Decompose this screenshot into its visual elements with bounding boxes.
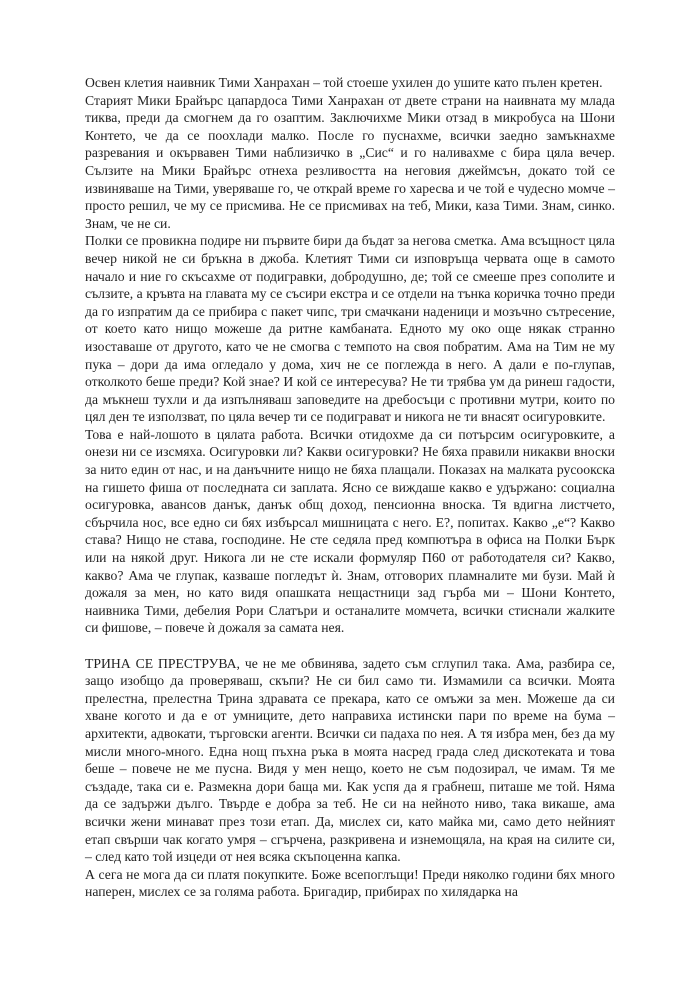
paragraph-insurance-office: Това е най-лошото в цялата работа. Всички отидохме да си потърсим осигуровките, а онези ни се изсмяха. Осигуровки ли? Какви осигуровки? Не бяха правили никакви вноски за нито един от нас, и на данъчните нищо не бяха плащали. Показах на малката русоокска на гишето фиша от последната си заплата. Ясно се виждаше какво е удържано: социална осигуровка, авансов данък, данък общ доход, пенсионна вноска. Тя вдигна листчето, сбърчила нос, все едно си бях избърсал мишницата с него. Е?, попитах. Какво „е“? Какво става? Нищо не става, господине. Не сте седяла пред компютъра в офиса на Полки Бърк или на някой друг. Никога ли не сте искали формуляр П60 от работодателя си? Какво, какво? Ама че глупак, казваше погледът ѝ. Знам, отговорих пламналите ми бузи. Май ѝ дожаля за мен, но като видя опашката нещастници зад гърба ми – Шони Контето, наивника Тими, дебелия Рори Слатъри и останалите момчета, всички стиснали жалките си фишове, – повече ѝ дожаля за самата нея.	[85, 426, 615, 636]
paragraph-timmy-grin: Освен клетия наивник Тими Ханрахан – той стоеше ухилен до ушите като пълен кретен.	[85, 75, 603, 90]
paragraph-cannot-pay: А сега не мога да си платя покупките. Боже всепоглъщи! Преди няколко години бях много наперен, мислех се за голяма работа. Бригадир, прибирах по хилядарка на	[85, 866, 615, 900]
paragraph-micky-brawl: Старият Мики Брайърс цапардоса Тими Ханрахан от двете страни на наивната му млада тиква, преди да смогнем да го озаптим. Заключихме Мики отзад в микробуса на Шони Контето, че да се поохлади малко. После го пуснахме, всички заедно замъкнахме разревания и окървавен Тими наблизичко в „Сис“ и го наливахме с бира цяла вечер. Сълзите на Мики Брайърс отнеха резливостта на неговия джеймсън, докато той се извиняваше на Тими, уверяваше го, че открай време го харесва и че той е чудесно момче – просто решил, че му се присмива. Не се присмивах на теб, Мики, каза Тими. Знам, синко. Знам, че не си.	[85, 92, 615, 231]
document-body	[85, 74, 615, 901]
paragraph-trina: ТРИНА СЕ ПРЕСТРУВА, че не ме обвинява, задето съм сглупил така. Ама, разбира се, защо изобщо да проверяваш, скъпи? Не си бил само ти. Измамили са всички. Моята прелестна, прелестна Трина здравата се прекара, като се омъжи за мен. Можеше да си хване когото и да е от умниците, дето направиха истински пари по време на бума – архитекти, адвокати, търговски агенти. Всички си падаха по нея. А тя избра мен, без да му мисли много-много. Една нощ пъхна ръка в моята насред града след дискотеката и това беше – повече не ме пусна. Видя у мен нещо, което не съм подозирал, че имам. Тя ме създаде, така си е. Размекна дори баща ми. Как успя да я грабнеш, питаше ме той. Няма да се задържи дълго. Твърде е добра за теб. Не си на нейното ниво, така викаше, ама всички жени минават през този етап. Да, мислех си, като майка ми, само дето нейният етап свърши чак когато умря – сгърчена, разкривена и изнемощяла, на края на силите си, – след като той изцеди от нея всяка скъпоценна капка.	[85, 655, 615, 865]
paragraph-polky-drinks: Полки се провикна подире ни първите бири да бъдат за негова сметка. Ама всъщност цяла вечер никой не си бръкна в джоба. Клетият Тими си изповръща червата още в самото начало и ние го скъсахме от подигравки, добродушно, де; той се смееше през сополите и сълзите, а кръвта на главата му се съсири екстра и се отдели на тънка коричка точно преди да го изпратим да се прибира с пакет чипс, три смачкани наденици и мозъчно сътресение, от което като нищо можеше да ритне камбаната. Едното му око още някак странно изоставаше от другото, като че не смогва с темпото на своя побратим. Ама на Тим не му пука – дори да има огледало у дома, хич не се поглежда в него. А дали е по-глупав, отколкото беше преди? Кой знае? И кой се интересува? Не ти трябва ум да ринеш гадости, да мъкнеш тухли и да изпълняваш заповедите на дребосъци с противни мутри, които по цял ден те използват, по цяла вечер ти се подиграват и никога не ти внасят осигуровките.	[85, 233, 615, 425]
